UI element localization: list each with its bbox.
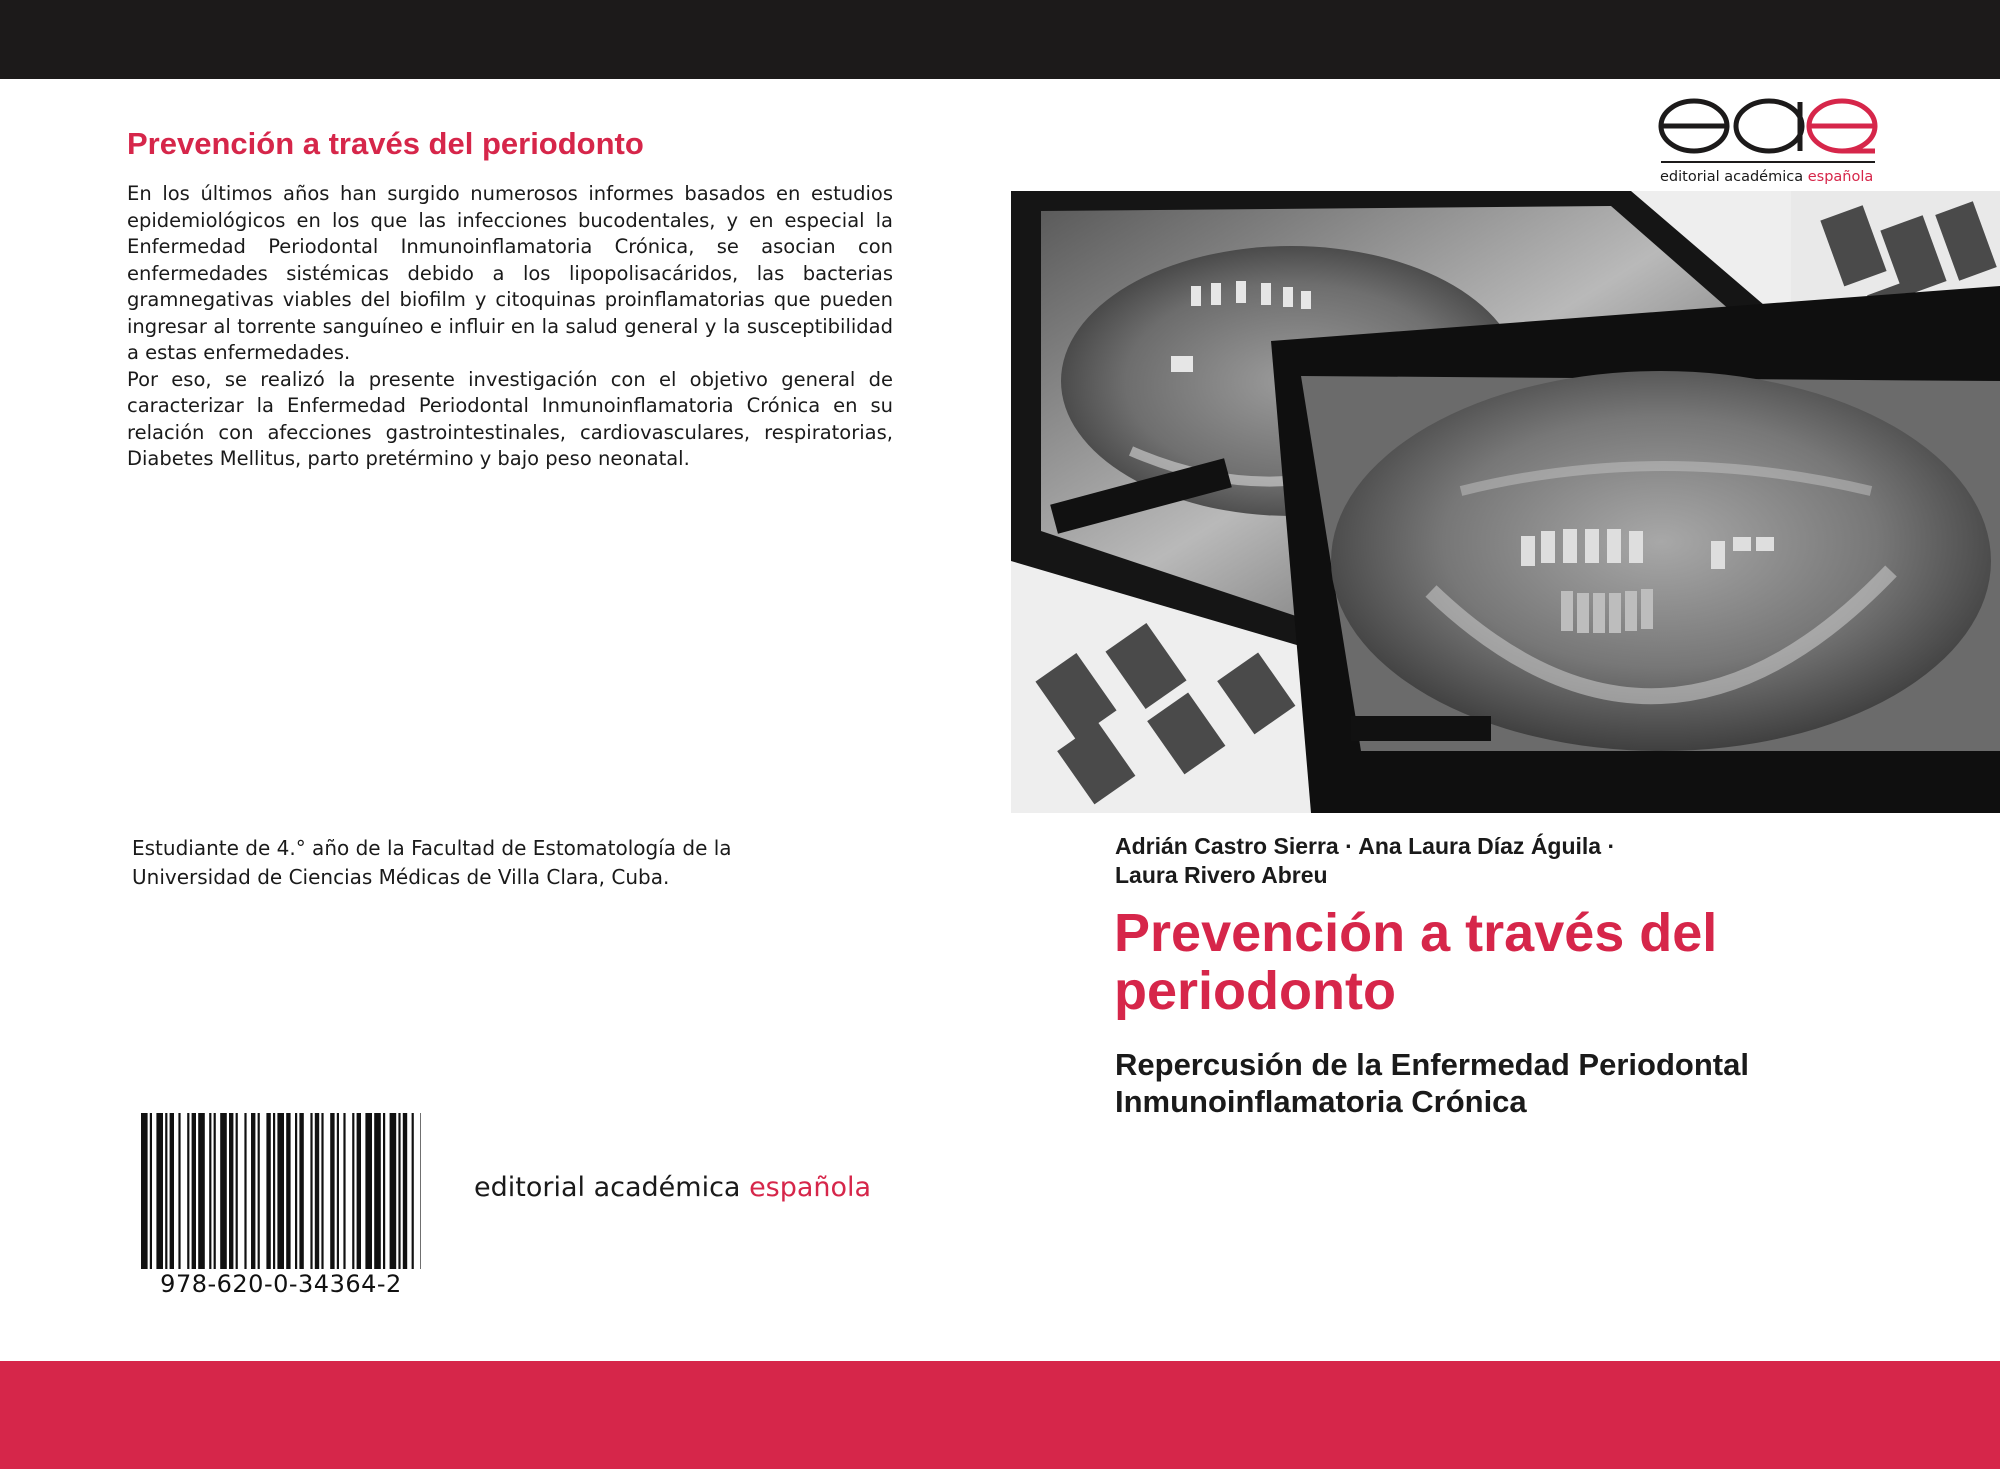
front-authors — [1115, 832, 1975, 890]
isbn: 978-620-0-34364-2 — [160, 1270, 402, 1298]
logo-text-main: editorial académica — [1660, 169, 1804, 185]
front-cover-title — [1114, 904, 1954, 1020]
back-cover-blurb — [127, 181, 893, 473]
subtitle-line-1: Repercusión de la Enfermedad Periodontal — [1115, 1047, 1749, 1082]
author-bio-line-1: Estudiante de 4.° año de la Facultad de Estomatología de la — [132, 836, 732, 860]
cover-xray-image — [1011, 191, 2000, 813]
back-publisher-accent: española — [749, 1172, 872, 1203]
bottom-band — [0, 1361, 2000, 1469]
front-title-line-1: Prevención a través del — [1114, 903, 1718, 963]
blurb-paragraph-1: En los últimos años han surgido numerosos informes basados en estudios epidemiológicos en los que las infecciones bucodentales, y en especial la Enfermedad Periodontal Inmunoinflamatoria Crónica, se asocian con enfermedades sistémicas debido a los lipopolisacáridos, las bacterias gramnegativas viables del biofilm y citoquinas proinflamatorias que pueden ingresar al torrente sanguíneo e influir en la salud general y la susceptibilidad a estas enfermedades. — [127, 182, 893, 364]
front-cover-subtitle — [1115, 1046, 1955, 1120]
author-bio — [132, 834, 852, 892]
xray-illustration — [1011, 191, 2000, 813]
front-title-line-2: periodonto — [1114, 961, 1396, 1021]
back-publisher-name — [474, 1172, 871, 1203]
blurb-paragraph-2: Por eso, se realizó la presente investigación con el objetivo general de caracterizar la Enfermedad Periodontal Inmunoinflamatoria Crónica en su relación con afecciones gastrointestinales, cardiovasculares, respiratorias, Diabetes Mellitus, parto pretérmino y bajo peso neonatal. — [127, 367, 893, 470]
authors-line-2: Laura Rivero Abreu — [1115, 862, 1328, 888]
back-publisher-main: editorial académica — [474, 1172, 741, 1203]
subtitle-line-2: Inmunoinflamatoria Crónica — [1115, 1084, 1527, 1119]
authors-line-1: Adrián Castro Sierra · Ana Laura Díaz Águila · — [1115, 833, 1616, 859]
back-cover-title: Prevención a través del periodonto — [127, 126, 644, 161]
top-band — [0, 0, 2000, 79]
author-bio-line-2: Universidad de Ciencias Médicas de Villa Clara, Cuba. — [132, 865, 670, 889]
eae-logo-icon — [1657, 98, 1883, 170]
logo-text-accent: española — [1807, 169, 1874, 185]
barcode — [141, 1113, 421, 1269]
publisher-logo — [1657, 98, 1883, 190]
logo-text — [1660, 169, 1873, 185]
